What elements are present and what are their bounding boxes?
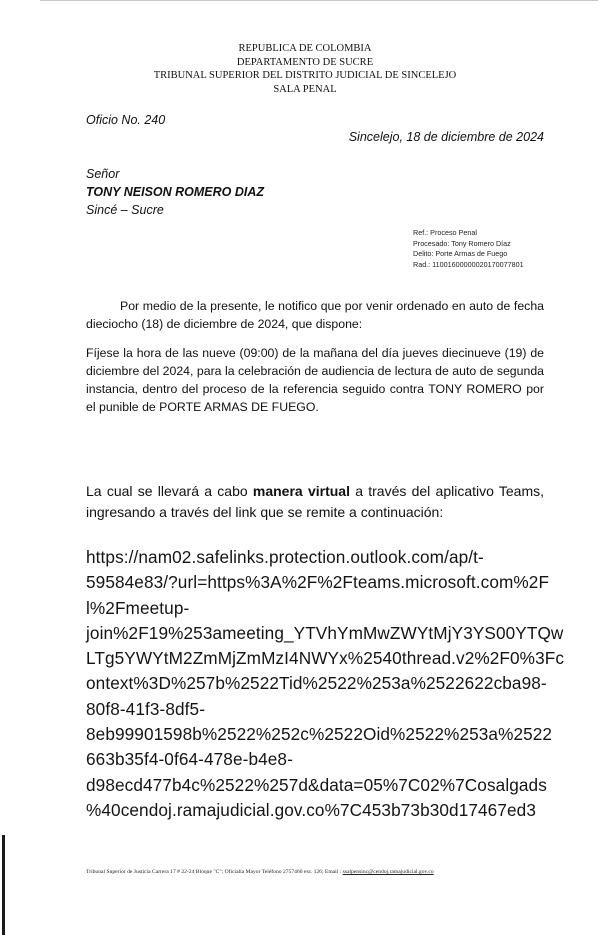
letterhead-department: DEPARTAMENTO DE SUCRE [236,56,374,68]
virtual-emphasis: manera virtual [252,483,350,499]
body-paragraph-hearing: Fíjese la hora de las nueve (09:00) de la mañana del día jueves diecinueve (19) de diciembre del 2024, para la celebración de audiencia de lectura de auto de segunda instancia, dentro del proceso de la referencia seguido contra TONY ROMERO por el punible de PORTE ARMAS DE FUEGO. [86,346,544,414]
link-line[interactable]: join%2F19%253ameeting_YTVhYmMwZWYtMjY3YS00YTQw [86,622,564,643]
link-line[interactable]: 8eb99901598b%2522%252c%2522Oid%2522%253a%2522 [86,724,553,745]
footer-email-link[interactable]: ssalpensinc@cendoj.ramajudicial.gov.co [342,869,434,875]
teams-meeting-link[interactable] [86,545,565,823]
link-line[interactable]: %40cendoj.ramajudicial.gov.co%7C453b73b30d17467ed3 [86,799,536,820]
page-edge-mark [2,835,5,935]
letterhead-tribunal: TRIBUNAL SUPERIOR DEL DISTRITO JUDICIAL DE SINCELEJO [153,70,457,81]
reference-case-number: Rad.: 11001600000020170077801 [413,259,524,269]
link-line[interactable]: ontext%3D%257b%2522Tid%2522%253a%2522622cba98- [86,673,547,694]
link-line[interactable]: 80f8-41f3-8df5- [86,698,206,719]
reference-offense: Delito: Porte Armas de Fuego [413,249,508,258]
virtual-text-end: a través del aplicativo Teams, ingresando a través del link que se remite a continuación: [86,483,545,520]
reference-defendant: Procesado: Tony Romero Díaz [413,238,511,248]
reference-block [413,228,524,270]
link-line[interactable]: 59584e83/?url=https%3A%2F%2Fteams.microsoft.com%2F [86,572,550,593]
letterhead [0,42,610,96]
body-paragraph-virtual [86,481,544,523]
top-divider [40,0,598,1]
link-line[interactable]: LTg5YWYtM2ZmMjZmMzI4NWYx%2540thread.v2%2F0%3Fc [86,648,565,669]
virtual-text-start: La cual se llevará a cabo [86,483,253,499]
body-paragraph-notice: Por medio de la presente, le notifico que por venir ordenado en auto de fecha dieciocho (18) de diciembre de 2024, que dispone: [86,299,544,331]
recipient-block [86,165,264,219]
footer-address: Tribunal Superior de Justicia Carrera 17 # 22-24 Bloque "C"; Oficialía Mayor Teléfono 2757460 ext. 126; Email : [86,869,343,875]
link-line[interactable]: 663b35f4-0f64-478e-b4e8- [86,749,293,770]
oficio-number: Oficio No. 240 [86,113,166,127]
link-line[interactable]: l%2Fmeetup- [86,597,190,618]
page-footer [86,869,434,875]
recipient-name: TONY NEISON ROMERO DIAZ [86,185,265,199]
letter-date: Sincelejo, 18 de diciembre de 2024 [348,130,544,144]
recipient-salutation: Señor [86,167,120,181]
link-line[interactable]: https://nam02.safelinks.protection.outlook.com/ap/t- [86,547,484,567]
letterhead-country: REPUBLICA DE COLOMBIA [238,43,372,54]
link-line[interactable]: d98ecd477b4c%2522%257d&data=05%7C02%7Cosalgads [86,774,547,795]
letterhead-chamber: SALA PENAL [273,83,337,95]
reference-subject: Ref.: Proceso Penal [413,228,477,237]
recipient-location: Sincé – Sucre [86,203,164,217]
